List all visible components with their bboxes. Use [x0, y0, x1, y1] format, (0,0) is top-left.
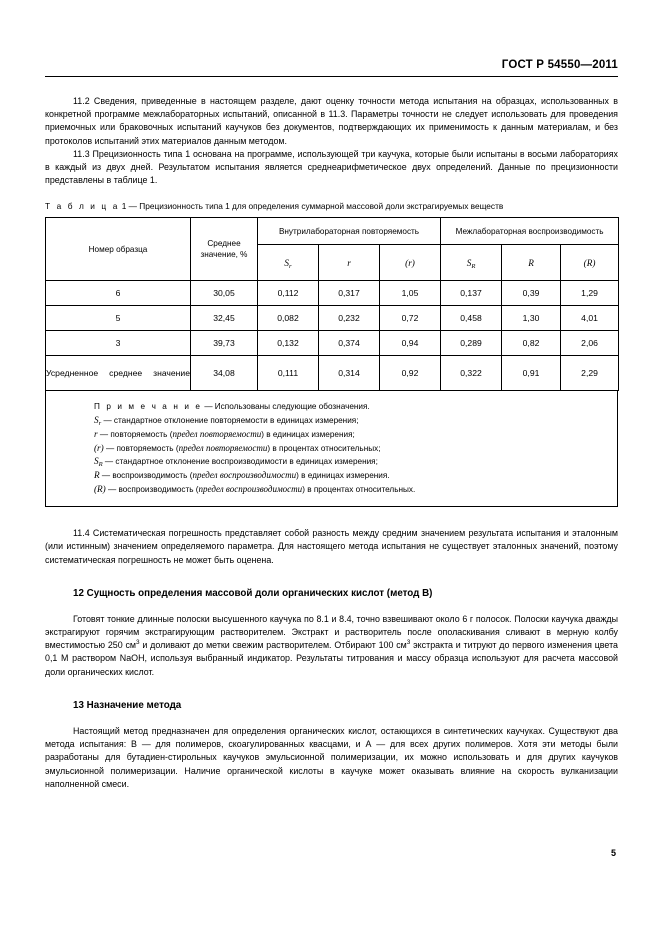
header-rule [45, 76, 618, 77]
cell-sR: 0,322 [441, 356, 502, 391]
section-heading-12: 12 Сущность определения массовой доли органических кислот (метод В) [73, 587, 433, 599]
cell-R: 0,91 [502, 356, 561, 391]
note-item-r [56, 428, 607, 441]
note-item-italic: предел повторяемости [172, 429, 262, 440]
table-body [46, 281, 619, 391]
page-number: 5 [610, 848, 616, 858]
cell-sR: 0,458 [441, 306, 502, 331]
precision-table [45, 217, 619, 391]
spacer [45, 567, 618, 587]
cell-mean: 39,73 [191, 331, 258, 356]
s12-superscript-1: 3 [136, 639, 140, 647]
note-dash: — [204, 402, 213, 412]
running-header: ГОСТ Р 54550—2011 [501, 59, 618, 71]
note-item-dash: — [108, 484, 117, 494]
note-title-line [56, 400, 607, 413]
spacer [45, 712, 618, 725]
spacer [45, 187, 618, 200]
note-title: П р и м е ч а н и е [94, 402, 203, 412]
header-group-repeatability: Внутрилабораторная повторяемость [258, 218, 441, 244]
note-symbol-sr: $S_r$ [94, 414, 102, 428]
cell-sr: 0,112 [258, 281, 319, 306]
header-group-reproducibility: Межлабораторная воспроизводимость [441, 218, 619, 244]
s12-text-part3: экстракта и титруют до первого изменения цвета 0,1 М раствором NaOH, используя выбранный индикатор. Результаты титрования и массу образца используют для расчета массовой доли органических кислот. [45, 640, 619, 677]
note-symbol-r-percent: (r) [94, 442, 104, 453]
cell-r: 0,232 [319, 306, 380, 331]
cell-R-percent: 4,01 [561, 306, 619, 331]
header-mean-value: Среднее значение, % [191, 218, 258, 281]
cell-r-percent: 0,92 [380, 356, 441, 391]
table-header-row-groups [46, 218, 619, 244]
s12-text-part2: и доливают до метки свежим растворителем. Отбирают 100 см [139, 640, 407, 651]
note-item-italic: предел повторяемости [178, 442, 268, 453]
cell-R-percent: 2,29 [561, 356, 619, 391]
table-note-block [45, 391, 618, 507]
header-symbol-R-percent: (R) [561, 244, 619, 281]
cell-sample: 6 [46, 281, 191, 306]
cell-R-percent: 1,29 [561, 281, 619, 306]
note-item-text-after: ) в единицах измерения; [261, 430, 355, 440]
note-item-R [56, 469, 607, 482]
cell-r: 0,374 [319, 331, 380, 356]
cell-sR: 0,137 [441, 281, 502, 306]
cell-r-percent: 0,72 [380, 306, 441, 331]
cell-mean: 34,08 [191, 356, 258, 391]
note-item-dash: — [101, 471, 111, 481]
table-row [46, 281, 619, 306]
note-item-text-before: повторяемость ( [116, 443, 179, 453]
header-symbol-r: r [319, 244, 380, 281]
note-symbol-sR: $S_R$ [94, 456, 103, 469]
note-item-dash: — [104, 457, 114, 467]
table-caption-text: Прецизионность типа 1 для определения суммарной массовой доли экстрагируемых веществ [139, 201, 504, 212]
table-caption-dash: — [128, 201, 137, 212]
spacer [45, 679, 618, 699]
cell-R: 1,30 [502, 306, 561, 331]
s12-text-part1: Готовят тонкие длинные полоски высушенного каучука по 8.1 и 8.4, точно взвешивают около 6 г полосок. Полоски каучука дважды экстрагируют горячим экстрагирующим растворителем. Экстракт и растворитель после ополаскивания сливают в мерную колбу вместимостью 250 см [45, 613, 618, 651]
table-caption [45, 200, 618, 212]
cell-r: 0,317 [319, 281, 380, 306]
page-content [45, 58, 618, 791]
note-item-text-after: ) в процентах относительных; [267, 443, 381, 453]
note-symbol-r: r [94, 429, 98, 440]
note-item-sr [56, 414, 607, 428]
cell-sample: 3 [46, 331, 191, 356]
table-row [46, 331, 619, 356]
header-symbol-R: R [502, 244, 561, 281]
spacer [45, 600, 618, 613]
note-symbol-R: R [94, 470, 100, 481]
paragraph-section-13: Настоящий метод предназначен для определения органических кислот, остающихся в синтетических каучуках. Существуют два метода испытания: В — для полимеров, скоагулированных квасцами, и А — для всех других полимеров. Хотя эти методы были разработаны для бутадиен-стирольных каучуков эмульсионной полимеризации, их можно использовать и для других каучуков эмульсионной полимеризации. Наличие органической кислоты в каучуке может оказывать влияние на скорость вулканизации наполненной смеси. [45, 725, 618, 789]
cell-sr: 0,132 [258, 331, 319, 356]
table-caption-label: Т а б л и ц а [45, 201, 120, 212]
cell-r: 0,314 [319, 356, 380, 391]
cell-r-percent: 0,94 [380, 331, 441, 356]
paragraph-section-12 [45, 613, 618, 679]
note-item-text: стандартное отклонение повторяемости в единицах измерения; [113, 415, 359, 425]
note-item-R-percent [56, 483, 607, 496]
cell-sr: 0,082 [258, 306, 319, 331]
cell-mean: 30,05 [191, 281, 258, 306]
cell-mean: 32,45 [191, 306, 258, 331]
note-item-text-after: ) в процентах относительных. [302, 484, 416, 494]
cell-sample-average-label: Усредненное среднее значение [46, 356, 191, 391]
cell-sample: 5 [46, 306, 191, 331]
table-row-average [46, 356, 619, 391]
section-heading-13: 13 Назначение метода [73, 699, 182, 711]
note-item-dash: — [103, 415, 112, 425]
header-sample-number: Номер образца [46, 218, 191, 281]
note-item-r-percent [56, 442, 607, 455]
table-row [46, 306, 619, 331]
header-symbol-sr: $S_r$ [258, 244, 319, 281]
header-symbol-sR: $S_R$ [441, 244, 502, 281]
cell-r-percent: 1,05 [380, 281, 441, 306]
note-item-text-before: повторяемость ( [110, 430, 173, 440]
cell-sR: 0,289 [441, 331, 502, 356]
note-item-dash: — [105, 443, 115, 453]
note-item-dash: — [99, 430, 109, 440]
cell-R-percent: 2,06 [561, 331, 619, 356]
note-symbol-R-percent: (R) [94, 483, 106, 494]
note-item-italic: предел воспроизводимости [192, 470, 297, 481]
note-item-text: стандартное отклонение воспроизводимости в единицах измерения; [115, 457, 378, 467]
cell-R: 0,82 [502, 331, 561, 356]
cell-R: 0,39 [502, 281, 561, 306]
paragraph-11-2: 11.2 Сведения, приведенные в настоящем разделе, дают оценку точности метода испытания на образцах, использованных в конкретной программе межлабораторных испытаний, описанной в 11.3. Параметры точности не следует использовать для проведения приемочных или браковочных испытаний каучуков без документов, подтверждающих их применимость к данным материалам, и без протоколов испытаний этих материалов данным методом. [45, 96, 618, 146]
cell-sr: 0,111 [258, 356, 319, 391]
note-intro: Использованы следующие обозначения. [214, 402, 370, 412]
table-head [46, 218, 619, 281]
note-item-text-before: воспроизводимость ( [118, 484, 199, 494]
header-symbol-r-percent: (r) [380, 244, 441, 281]
note-item-italic: предел воспроизводимости [198, 483, 303, 494]
paragraph-11-3: 11.3 Прецизионность типа 1 основана на программе, использующей три каучука, которые были испытаны в восьми лабораториях в каждый из двух дней. Результатом испытания является среднеарифметическое двух определений. Данные по прецизионности представлены в таблице 1. [45, 148, 618, 186]
paragraph-11-4: 11.4 Систематическая погрешность представляет собой разность между средним значением результата испытания и эталонным (или истинным) значением определяемого параметра. Для настоящего метода испытания не существует эталонных значений, поэтому систематическая погрешность не может быть оценена. [45, 528, 618, 565]
table-caption-number: 1 [121, 201, 127, 212]
note-item-sR [56, 455, 607, 469]
note-item-text-before: воспроизводимость ( [112, 471, 193, 481]
spacer [45, 507, 618, 527]
s12-superscript-2: 3 [406, 639, 411, 647]
note-item-text-after: ) в единицах измерения. [296, 471, 390, 481]
